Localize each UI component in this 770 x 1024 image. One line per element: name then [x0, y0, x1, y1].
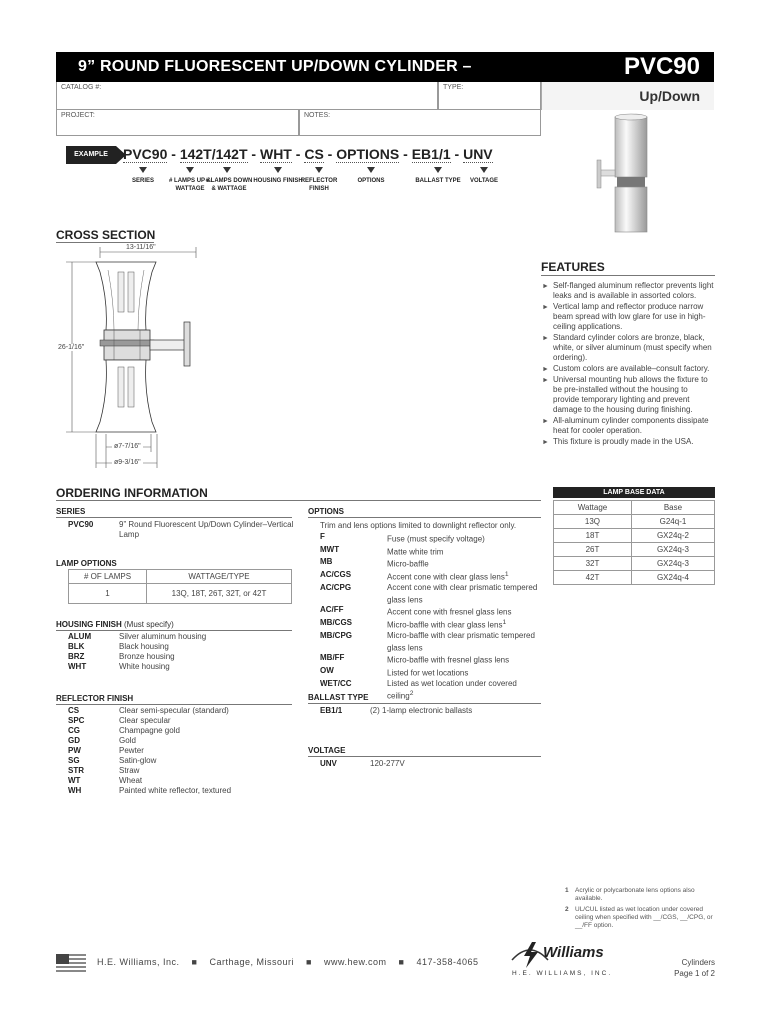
divider [308, 703, 541, 704]
desc: Matte white trim [387, 547, 444, 557]
desc: Champagne gold [119, 726, 180, 735]
reflector-heading: REFLECTOR FINISH [56, 694, 134, 703]
cell: 42T [554, 571, 632, 585]
arrow-down-icon [274, 167, 282, 173]
footer-contact: H.E. Williams, Inc. ■ Carthage, Missouri ■ www.hew.com ■ 417-358-4065 [97, 957, 479, 967]
lamp-base-table [553, 500, 715, 585]
label-lamps-down: # LAMPS DOWN & WATTAGE [205, 178, 253, 192]
code: BRZ [68, 652, 85, 661]
divider [308, 756, 541, 757]
project-field[interactable] [56, 110, 299, 136]
feature-text: This fixture is proudly made in the USA. [553, 437, 694, 446]
diameter-outer: ø9-3/16" [114, 459, 141, 466]
list-item [320, 631, 542, 654]
list-item [68, 662, 206, 672]
divider [56, 517, 292, 518]
code: MB/CGS [320, 617, 352, 627]
voltage-item [320, 759, 405, 769]
cell: GX24q-3 [631, 557, 714, 571]
ballast-item [320, 706, 472, 716]
list-item [320, 618, 542, 631]
col-wattage: Wattage [554, 501, 632, 515]
code: MB [320, 557, 333, 567]
desc: Black housing [119, 642, 169, 651]
list-item [320, 666, 542, 679]
list-item [68, 746, 231, 756]
code: PW [68, 746, 81, 755]
category-label: Cylinders [681, 958, 715, 967]
desc: Painted white reflector, textured [119, 786, 232, 795]
cell: GX24q-4 [631, 571, 714, 585]
divider [56, 630, 292, 631]
catalog-field[interactable] [56, 82, 438, 110]
footnote-text: UL/CUL listed as wet location under covered ceiling when specified with __/CGS, __/CPG, or __/FF option. [575, 906, 713, 929]
ballast-code: EB1/1 [320, 706, 343, 715]
code: WH [68, 786, 82, 795]
list-item [320, 605, 542, 618]
voltage-desc: 120-277V [370, 759, 405, 768]
housing-list [68, 632, 206, 672]
desc: Clear specular [119, 716, 171, 725]
cell: 13Q [554, 515, 632, 529]
code: OW [320, 665, 334, 675]
footnotes [565, 887, 715, 930]
cell: GX24q-2 [631, 529, 714, 543]
code: MB/FF [320, 653, 345, 663]
reflector-list [68, 706, 231, 796]
feature-item: ► Standard cylinder colors are bronze, black, white, or silver aluminum (must specify when ordering). [542, 333, 712, 362]
feature-item: ► All-aluminum cylinder components dissipate heat for cooler operation. [542, 416, 709, 435]
code: GD [68, 736, 80, 745]
product-photo [585, 112, 665, 242]
ordering-heading: ORDERING INFORMATION [56, 486, 208, 500]
list-item [68, 716, 231, 726]
code-housing: WHT [259, 146, 292, 162]
catalog-label: CATALOG #: [61, 84, 102, 91]
options-heading: OPTIONS [308, 507, 345, 516]
lamp-options-table [68, 569, 292, 604]
page-title: 9” ROUND FLUORESCENT UP/DOWN CYLINDER – VERTICAL LAMP [56, 52, 541, 82]
desc: Wheat [119, 776, 143, 785]
label-voltage: VOLTAGE [469, 178, 499, 184]
list-item [320, 557, 542, 570]
desc: Micro-baffle [387, 559, 429, 569]
height-dimension: 26-1/16" [58, 344, 85, 351]
col-lamps: # OF LAMPS [69, 570, 147, 584]
cell: 18T [554, 529, 632, 543]
desc: Micro-baffle with fresnel glass lens [387, 655, 510, 665]
lamp-base-heading: LAMP BASE DATA [553, 487, 715, 498]
label-reflector: REFLECTOR FINISH [300, 178, 338, 192]
list-item [68, 632, 206, 642]
footnote [565, 887, 715, 903]
code: SG [68, 756, 80, 765]
arrow-down-icon [139, 167, 147, 173]
cell: 32T [554, 557, 632, 571]
list-item [68, 736, 231, 746]
footnote-num: 1 [565, 887, 569, 894]
features-list [541, 281, 715, 448]
series-heading: SERIES [56, 507, 86, 516]
code-ballast: EB1/1 [411, 146, 451, 162]
list-item [68, 642, 206, 652]
footnote-text: Acrylic or polycarbonate lens options also available. [575, 887, 695, 902]
company-phone: 417-358-4065 [416, 957, 479, 967]
list-item [68, 776, 231, 786]
feature-text: Self-flanged aluminum reflector prevents light leaks and is available in assorted colors. [553, 281, 714, 300]
list-item [68, 756, 231, 766]
code: MWT [320, 544, 340, 554]
desc: Accent cone with clear prismatic tempered glass lens [387, 582, 538, 605]
desc: Micro-baffle with clear prismatic tempered glass lens [387, 630, 535, 653]
feature-item: ► Universal mounting hub allows the fixture to be pre-installed without the housing to provide temporary lighting and prevent damage to the housing during finishing. [542, 375, 708, 414]
features-heading: FEATURES [541, 260, 605, 274]
desc: Satin-glow [119, 756, 157, 765]
desc: Accent cone with fresnel glass lens [387, 607, 512, 617]
list-item [320, 570, 542, 583]
desc: Gold [119, 736, 136, 745]
code: MB/CPG [320, 630, 352, 640]
housing-label: HOUSING FINISH [56, 620, 122, 629]
code: CS [68, 706, 80, 715]
label-series: SERIES [131, 178, 154, 184]
arrow-down-icon [367, 167, 375, 173]
list-item [320, 545, 542, 558]
arrow-down-icon [315, 167, 323, 173]
diameter-inner: ø7-7/16" [114, 443, 141, 450]
desc: Micro-baffle with clear glass lens [387, 620, 503, 630]
us-flag-icon [56, 954, 86, 974]
divider [56, 500, 541, 501]
divider [56, 704, 292, 705]
desc: Silver aluminum housing [119, 632, 207, 641]
label-options: OPTIONS [357, 178, 385, 184]
type-field[interactable] [438, 82, 541, 110]
example-tag: EXAMPLE [66, 146, 116, 164]
options-note: Trim and lens options limited to downlight reflector only. [320, 521, 517, 530]
model-number: PVC90 [541, 52, 714, 82]
list-item [320, 583, 542, 606]
lamp-options-heading: LAMP OPTIONS [56, 559, 117, 568]
footnote-ref: 1 [502, 618, 507, 626]
desc: Straw [119, 766, 140, 775]
desc: Bronze housing [119, 652, 175, 661]
code: BLK [68, 642, 85, 651]
ballast-desc: (2) 1-lamp electronic ballasts [370, 706, 473, 715]
code: WET/CC [320, 678, 352, 688]
feature-text: Standard cylinder colors are bronze, black, white, or silver aluminum (must specify when ordering). [553, 333, 712, 362]
project-label: PROJECT: [61, 112, 95, 119]
desc: Listed as wet location under covered ceiling [387, 678, 517, 701]
list-item [68, 786, 231, 796]
arrow-down-icon [186, 167, 194, 173]
code: WHT [68, 662, 87, 671]
company-name: H.E. Williams, Inc. [97, 957, 180, 967]
page-number: Page 1 of 2 [674, 969, 715, 978]
feature-item: ► Vertical lamp and reflector produce narrow beam spread with low glare for use in high-ceiling applications. [542, 302, 706, 331]
code-options: OPTIONS [336, 146, 400, 162]
code-voltage: UNV [463, 146, 493, 162]
feature-text: Vertical lamp and reflector produce narrow beam spread with low glare for use in high-ceiling applications. [553, 302, 706, 331]
code-reflector: CS [304, 146, 324, 162]
divider [308, 517, 541, 518]
page-info [640, 957, 715, 979]
desc: Listed for wet locations [387, 668, 469, 678]
footnote-num: 2 [565, 906, 569, 913]
list-item [68, 652, 206, 662]
code: F [320, 532, 325, 541]
notes-field[interactable] [299, 110, 541, 136]
list-item [68, 726, 231, 736]
code: AC/CPG [320, 582, 352, 592]
desc: White housing [119, 662, 170, 671]
feature-text: Universal mounting hub allows the fixture to be pre-installed without the housing to provide temporary lighting and prevent damage to the housing during finishing. [553, 375, 708, 414]
feature-text: All-aluminum cylinder components dissipate heat for cooler operation. [553, 416, 709, 435]
list-item [68, 706, 231, 716]
feature-item: ► Self-flanged aluminum reflector prevents light leaks and is available in assorted colors. [542, 281, 714, 300]
series-code: PVC90 [68, 520, 94, 529]
arrow-down-icon [480, 167, 488, 173]
ballast-heading: BALLAST TYPE [308, 693, 369, 702]
logo-text: Williams [543, 944, 604, 961]
width-dimension: 13-11/16" [126, 244, 156, 251]
code: SPC [68, 716, 85, 725]
cell: G24q-1 [631, 515, 714, 529]
voltage-heading: VOLTAGE [308, 746, 346, 755]
desc: Pewter [119, 746, 144, 755]
housing-note: (Must specify) [124, 620, 174, 629]
desc: Accent cone with clear glass lens [387, 572, 505, 582]
code-lamps: 142T/142T [179, 146, 248, 162]
company-city: Carthage, Missouri [209, 957, 295, 967]
footnote [565, 906, 715, 930]
desc: Fuse (must specify voltage) [387, 534, 485, 544]
company-website[interactable]: www.hew.com [323, 957, 387, 967]
logo-subtext: H.E. WILLIAMS, INC. [512, 970, 613, 977]
code: STR [68, 766, 84, 775]
col-base: Base [631, 501, 714, 515]
col-wattage: WATTAGE/TYPE [147, 570, 292, 584]
series-desc: 9” Round Fluorescent Up/Down Cylinder–Vertical Lamp [119, 520, 294, 539]
desc: Clear semi-specular (standard) [119, 706, 229, 715]
type-label: TYPE: [443, 84, 464, 91]
options-list [320, 532, 542, 701]
lamp-wattage: 13Q, 18T, 26T, 32T, or 42T [147, 584, 292, 604]
feature-item: ► Custom colors are available–consult factory. [542, 364, 710, 373]
list-item [68, 766, 231, 776]
code: ALUM [68, 632, 92, 641]
notes-label: NOTES: [304, 112, 331, 119]
label-ballast: BALLAST TYPE [415, 178, 461, 184]
label-lamps-up: # LAMPS UP & WATTAGE [169, 178, 211, 192]
housing-heading [56, 620, 174, 629]
footnote-ref: 2 [409, 689, 414, 697]
list-item [320, 532, 542, 545]
label-housing: HOUSING FINISH [253, 178, 303, 184]
footnote-ref: 1 [504, 570, 509, 578]
cross-section-drawing [56, 242, 216, 474]
list-item [320, 653, 542, 666]
code: CG [68, 726, 80, 735]
code: WT [68, 776, 81, 785]
cell: GX24q-3 [631, 543, 714, 557]
feature-text: Custom colors are available–consult factory. [553, 364, 710, 373]
divider [541, 275, 715, 276]
feature-item: ► This fixture is proudly made in the USA. [542, 437, 694, 446]
arrow-down-icon [434, 167, 442, 173]
lamp-count: 1 [69, 584, 147, 604]
cell: 26T [554, 543, 632, 557]
code: AC/FF [320, 605, 344, 615]
cross-section-heading: CROSS SECTION [56, 228, 156, 242]
code-series: PVC90 [123, 146, 168, 162]
arrow-down-icon [223, 167, 231, 173]
model-subtitle: Up/Down [541, 82, 714, 110]
voltage-code: UNV [320, 759, 337, 768]
code: AC/CGS [320, 569, 352, 579]
example-code: PVC90 - 142T/142T - WHT - CS - OPTIONS - EB1/1 - UNV [123, 146, 493, 162]
